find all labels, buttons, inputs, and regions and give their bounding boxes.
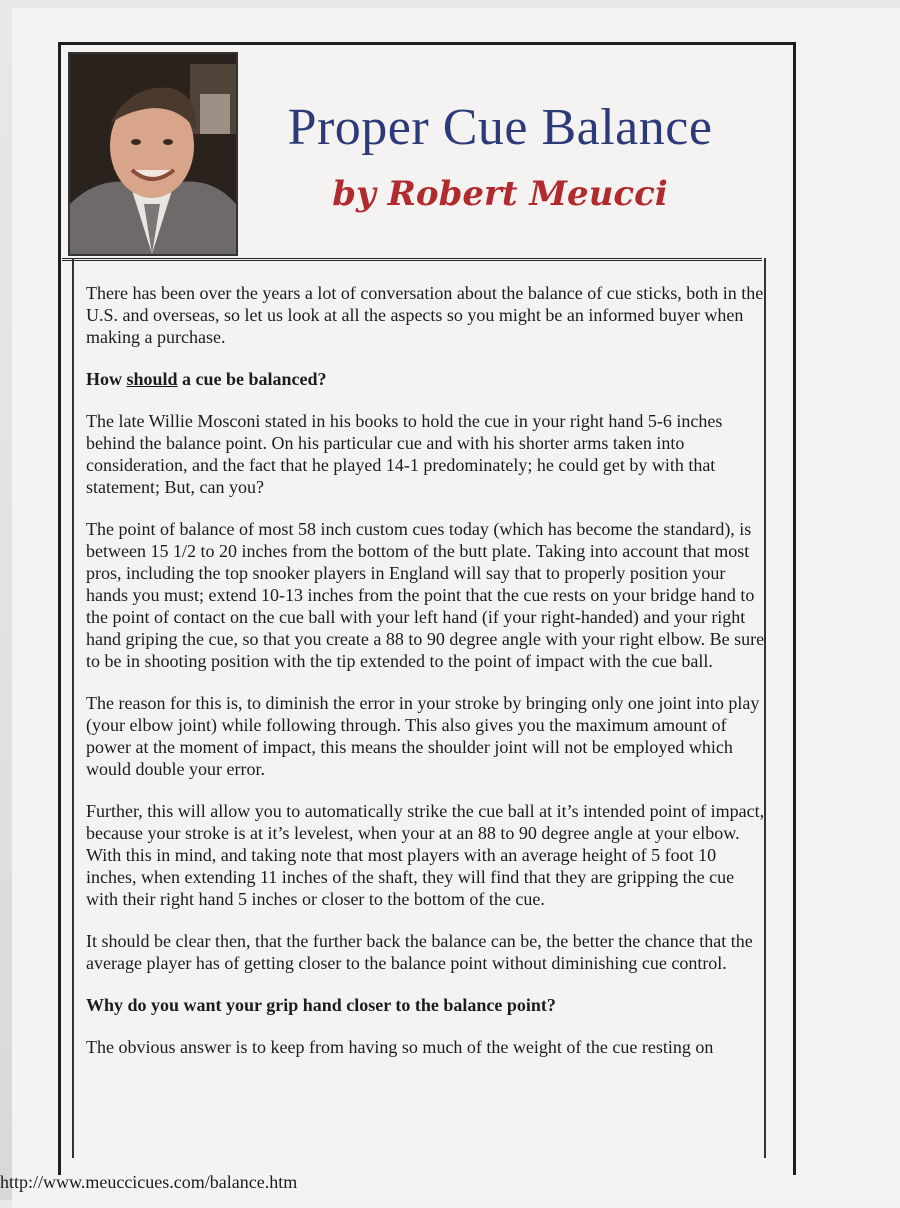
paragraph-mosconi: The late Willie Mosconi stated in his books to hold the cue in your right hand 5-6 inches behind the balance point. On his particular cue and with his shorter arms taken into consideration, and the fact that he played 14-1 predominately; he could get by with that statement; But, can you? [86, 411, 723, 497]
paragraph-conclusion: It should be clear then, that the further back the balance can be, the better the chance that the average player has of getting closer to the balance point without diminishing cue control. [86, 931, 753, 973]
page-title: Proper Cue Balance [287, 99, 713, 156]
author-photo [68, 52, 238, 256]
paragraph-balance-point: The point of balance of most 58 inch custom cues today (which has become the standard), is between 15 1/2 to 20 inches from the bottom of the butt plate. Taking into account that most pros, including the top snooker players in England will say that to properly position your hands you must; extend 10-13 inches from the point that the cue rests on your bridge hand to the point of contact on the cue ball with your left hand (if your right-handed) and your right hand griping the cue, so that you create a 88 to 90 degree angle with your right elbow. Be sure to be in shooting position with the tip extended to the point of impact with the cue ball. [86, 519, 765, 671]
section-heading-grip: Why do you want your grip hand closer to the balance point? [86, 995, 556, 1015]
paragraph-answer: The obvious answer is to keep from having so much of the weight of the cue resting on [86, 1037, 714, 1057]
article-body [86, 282, 766, 1078]
heading-part: How [86, 369, 127, 389]
section-heading-balance [86, 368, 766, 390]
paragraph-reason: The reason for this is, to diminish the error in your stroke by bringing only one joint into play (your elbow joint) while following through. This also gives you the maximum amount of power at the moment of impact, this means the shoulder joint will not be employed which would double your error. [86, 693, 760, 779]
heading-part: a cue be balanced? [177, 369, 327, 389]
heading-underlined-word: should [126, 369, 178, 389]
portrait-illustration [70, 54, 236, 254]
intro-paragraph: There has been over the years a lot of conversation about the balance of cue sticks, both in the U.S. and overseas, so let us look at all the aspects so you might be an informed buyer when making a purchase. [86, 283, 764, 347]
source-url[interactable]: http://www.meuccicues.com/balance.htm [0, 1172, 298, 1192]
paragraph-further: Further, this will allow you to automatically strike the cue ball at it’s intended point of impact, because your stroke is at it’s levelest, when your at an 88 to 90 degree angle at your elbow. With this in mind, and taking note that most players with an average height of 5 foot 10 inches, when extending 11 inches of the shaft, they will find that they are gripping the cue with their right hand 5 inches or closer to the bottom of the cue. [86, 801, 765, 909]
author-byline: by Robert Meucci [332, 174, 668, 214]
